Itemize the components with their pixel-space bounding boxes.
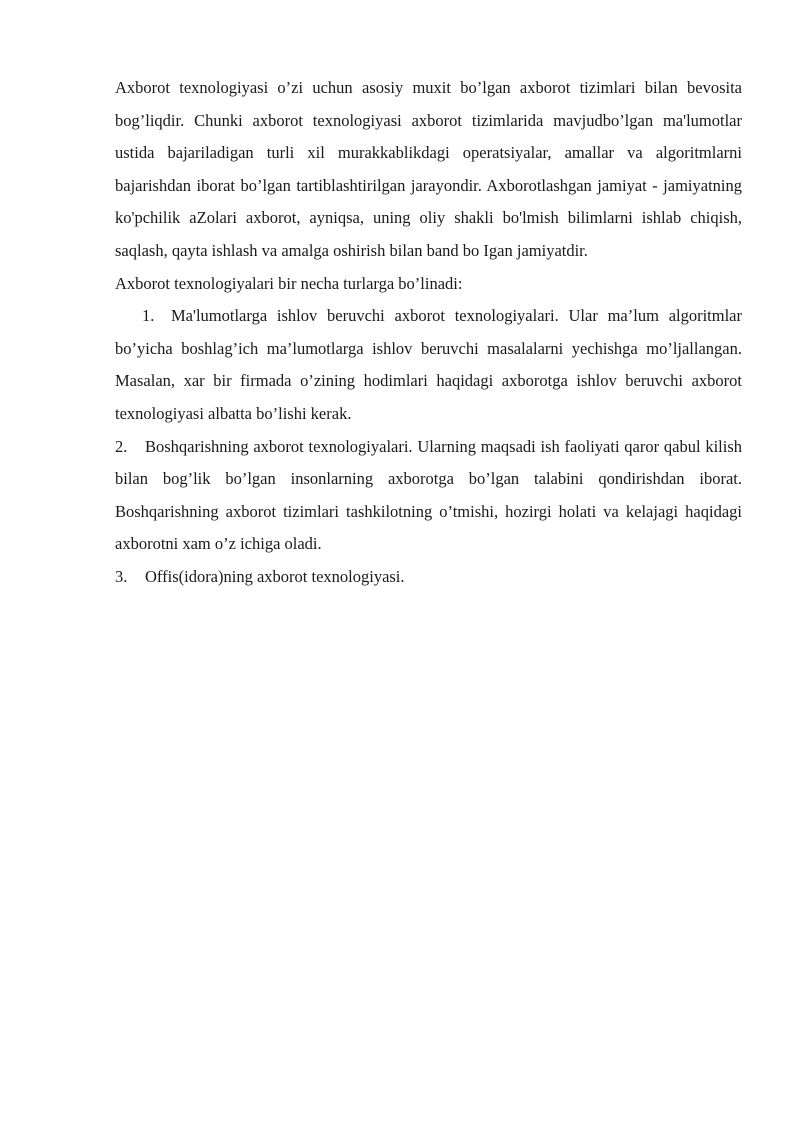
types-heading: Axborot texnologiyalari bir necha turlarga bo’linadi: xyxy=(115,273,463,293)
list-item-text: Offis(idora)ning axborot texnologiyasi. xyxy=(145,566,405,586)
list-item-text: Boshqarishning axborot texnologiyalari. Ularning maqsadi ish faoliyati qaror qabul kilish bilan bog’lik bo’lgan insonlarning axborotga bo’lgan talabini qondirishdan iborat. Boshqarishning axborot tizimlari tashkilotning o’tmishi, hozirgi holati va kelajagi haqidagi axborotni xam o’z ichiga oladi. xyxy=(115,436,742,554)
list-item xyxy=(115,300,742,430)
list-item-number: 1. xyxy=(142,306,155,326)
list-item xyxy=(115,431,742,561)
intro-paragraph: Axborot texnologiyasi o’zi uchun asosiy muxit bo’lgan axborot tizimlari bilan bevosita bog’liqdir. Chunki axborot texnologiyasi axborot tizimlarida mavjudbo’lgan ma'lumotlar ustida bajariladigan turli xil murakkablikdagi operatsiyalar, amallar va algoritmlarni bajarishdan iborat bo’lgan tartiblashtirilgan jarayondir. Axborotlashgan jamiyat - jamiyatning ko'pchilik aZolari axborot, ayniqsa, uning oliy shakli bo'lmish bilimlarni ishlab chiqish, saqlash, qayta ishlash va amalga oshirish bilan band bo Igan jamiyatdir. xyxy=(115,78,742,260)
list-item-number: 3. xyxy=(115,566,128,586)
list-item xyxy=(115,561,742,594)
list-item-text: Ma'lumotlarga ishlov beruvchi axborot texnologiyalari. Ular ma’lum algoritmlar bo’yicha boshlag’ich ma’lumotlarga ishlov beruvchi masalalarni yechishga mo’ljallangan. Masalan, xar bir firmada o’zining hodimlari haqidagi axborotga ishlov beruvchi axborot texnologiyasi albatta bo’lishi kerak. xyxy=(115,306,742,423)
document-body xyxy=(115,72,742,594)
list-item-number: 2. xyxy=(115,436,128,456)
